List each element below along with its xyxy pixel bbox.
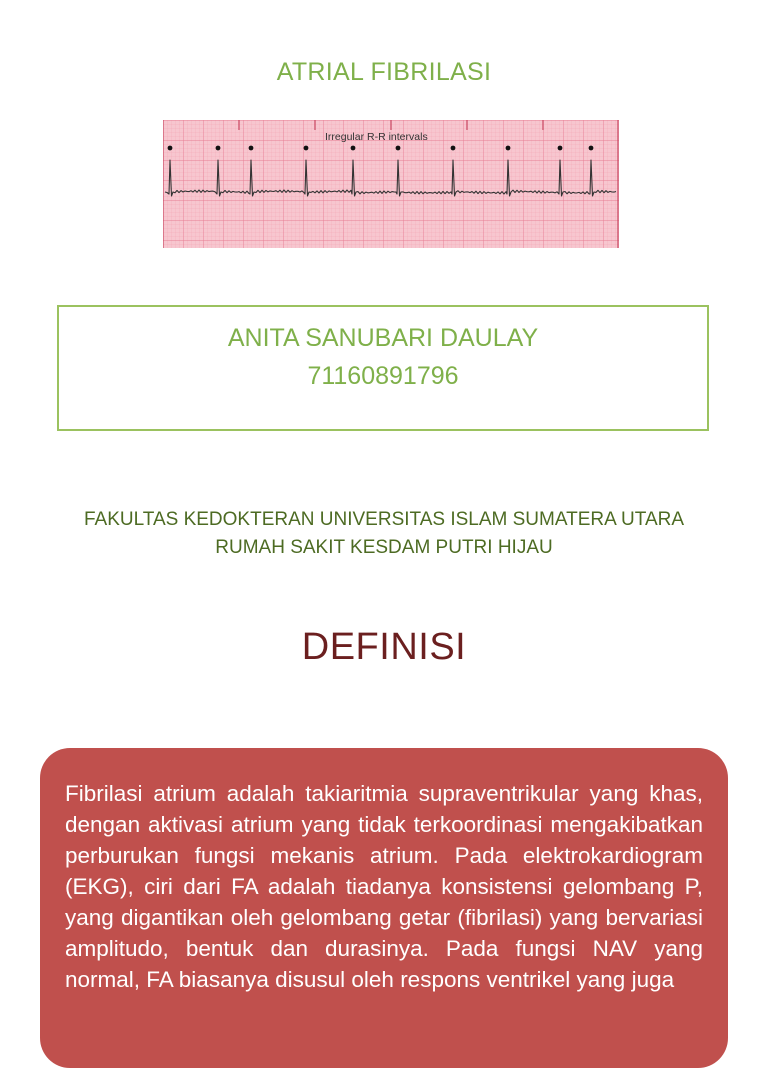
faculty-name: FAKULTAS KEDOKTERAN UNIVERSITAS ISLAM SUMATERA UTARA [83,509,685,530]
r-wave-marker [589,146,594,151]
slide-title: ATRIAL FIBRILASI [276,58,492,86]
section-heading: DEFINISI [301,626,467,668]
r-wave-marker [558,146,563,151]
r-wave-marker [451,146,456,151]
r-wave-marker [396,146,401,151]
r-wave-marker [506,146,511,151]
author-name: ANITA SANUBARI DAULAY [227,324,539,352]
author-box [57,305,709,431]
definition-text: Fibrilasi atrium adalah takiaritmia supraventrikular yang khas, dengan aktivasi atrium yang tidak terkoordinasi mengakibatkan perburukan fungsi mekanis atrium. Pada elektrokardiogram (EKG), ciri dari FA adalah tiadanya konsistensi gelombang P, yang digantikan oleh gelombang getar (fibrilasi) yang bervariasi amplitudo, bentuk dan durasinya. Pada fungsi NAV yang normal, FA biasanya disusul oleh respons ventrikel yang juga [65,781,703,992]
ecg-strip-image [163,120,619,248]
r-wave-marker [249,146,254,151]
r-wave-marker [304,146,309,151]
r-wave-marker [216,146,221,151]
r-wave-marker [168,146,173,151]
hospital-name: RUMAH SAKIT KESDAM PUTRI HIJAU [215,537,553,558]
ecg-caption: Irregular R-R intervals [325,131,428,143]
author-id: 71160891796 [307,362,459,390]
definition-box [40,748,728,1068]
institution-block [0,506,768,562]
r-wave-marker [351,146,356,151]
